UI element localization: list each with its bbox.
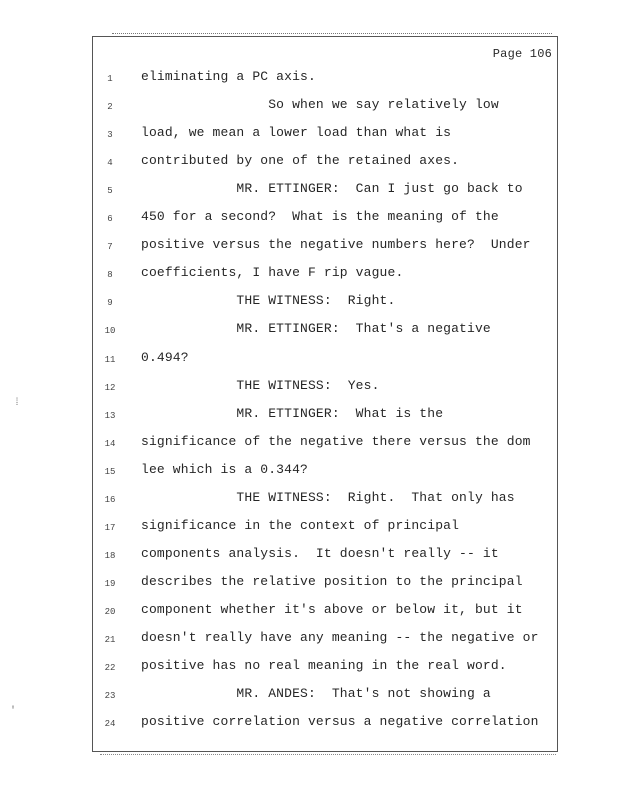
- line-number: 4: [107, 158, 113, 169]
- transcript-line: [92, 545, 558, 573]
- line-text: contributed by one of the retained axes.: [141, 153, 460, 169]
- transcript-line: [92, 433, 558, 461]
- line-text: eliminating a PC axis.: [141, 69, 316, 84]
- line-text: doesn't really have any meaning -- the negative or: [141, 630, 539, 645]
- line-number: 3: [107, 130, 113, 141]
- line-number: 10: [104, 326, 116, 337]
- line-text: THE WITNESS: Right.: [141, 293, 396, 309]
- transcript-line: [92, 320, 558, 348]
- transcript-line: [92, 629, 558, 657]
- transcript-line: [92, 208, 558, 236]
- transcript-line: [92, 349, 558, 377]
- line-text: describes the relative position to the principal: [141, 573, 523, 589]
- line-number: 13: [104, 410, 116, 421]
- line-number: 12: [104, 382, 116, 393]
- line-number: 1: [107, 74, 113, 84]
- line-number: 24: [104, 719, 116, 730]
- transcript-line: [92, 124, 558, 152]
- line-number: 22: [104, 663, 116, 674]
- line-text: coefficients, I have F rip vague.: [141, 265, 404, 281]
- line-number: 7: [107, 242, 113, 253]
- transcript-line: [92, 657, 558, 685]
- transcript-line: [92, 405, 558, 433]
- line-number: 18: [104, 550, 116, 561]
- transcript-line: [92, 517, 558, 545]
- line-text: So when we say relatively low: [141, 97, 499, 113]
- line-text: significance of the negative there versus the dom: [141, 433, 531, 449]
- line-number: 9: [107, 298, 113, 309]
- line-number: 16: [104, 494, 116, 505]
- transcript-line: [92, 96, 558, 124]
- line-text: component whether it's above or below it, but it: [141, 601, 523, 617]
- transcript-line: [92, 152, 558, 180]
- line-text: significance in the context of principal: [141, 517, 460, 533]
- page-number: Page 106: [492, 47, 552, 61]
- bottom-scan-edge: [100, 754, 556, 755]
- line-text: THE WITNESS: Yes.: [141, 377, 380, 393]
- line-number: 2: [107, 102, 113, 113]
- transcript-line: [92, 264, 558, 292]
- line-text: MR. ANDES: That's not showing a: [141, 686, 491, 702]
- transcript-line: [92, 461, 558, 489]
- line-text: MR. ETTINGER: What is the: [141, 405, 444, 421]
- line-number: 21: [104, 635, 116, 645]
- transcript-line: [92, 685, 558, 713]
- line-number: 8: [107, 270, 113, 281]
- line-text: positive has no real meaning in the real word.: [141, 658, 507, 674]
- transcript-line: [92, 236, 558, 264]
- line-number: 23: [104, 691, 116, 702]
- line-text: positive correlation versus a negative correlation: [141, 714, 539, 730]
- transcript-line: [92, 292, 558, 320]
- transcript-line: [92, 713, 558, 741]
- line-text: lee which is a 0.344?: [141, 461, 308, 477]
- line-number: 5: [107, 186, 113, 197]
- line-number: 17: [104, 522, 116, 533]
- line-text: load, we mean a lower load than what is: [141, 125, 452, 141]
- line-text: MR. ETTINGER: Can I just go back to: [141, 181, 523, 197]
- transcript-line: [92, 489, 558, 517]
- line-number: 15: [104, 466, 116, 477]
- scan-mark-icon: ': [10, 706, 17, 717]
- line-text: MR. ETTINGER: That's a negative: [141, 321, 491, 337]
- line-number: 19: [104, 578, 116, 589]
- line-number: 14: [104, 438, 116, 449]
- line-number: 20: [104, 606, 116, 617]
- transcript-line: [92, 573, 558, 601]
- transcript-line: [92, 180, 558, 208]
- transcript-line: [92, 377, 558, 405]
- line-text: THE WITNESS: Right. That only has: [141, 489, 515, 505]
- line-text: 0.494?: [141, 349, 189, 365]
- transcript-line: [92, 68, 558, 96]
- line-number: 11: [104, 354, 116, 365]
- line-text: 450 for a second? What is the meaning of the: [141, 209, 499, 225]
- line-text: components analysis. It doesn't really -- it: [141, 545, 499, 561]
- line-text: positive versus the negative numbers here? Under: [141, 237, 531, 253]
- scan-mark-icon: ⁞: [14, 398, 21, 409]
- top-scan-edge: [112, 33, 552, 34]
- line-number: 6: [107, 214, 113, 225]
- transcript-line: [92, 601, 558, 629]
